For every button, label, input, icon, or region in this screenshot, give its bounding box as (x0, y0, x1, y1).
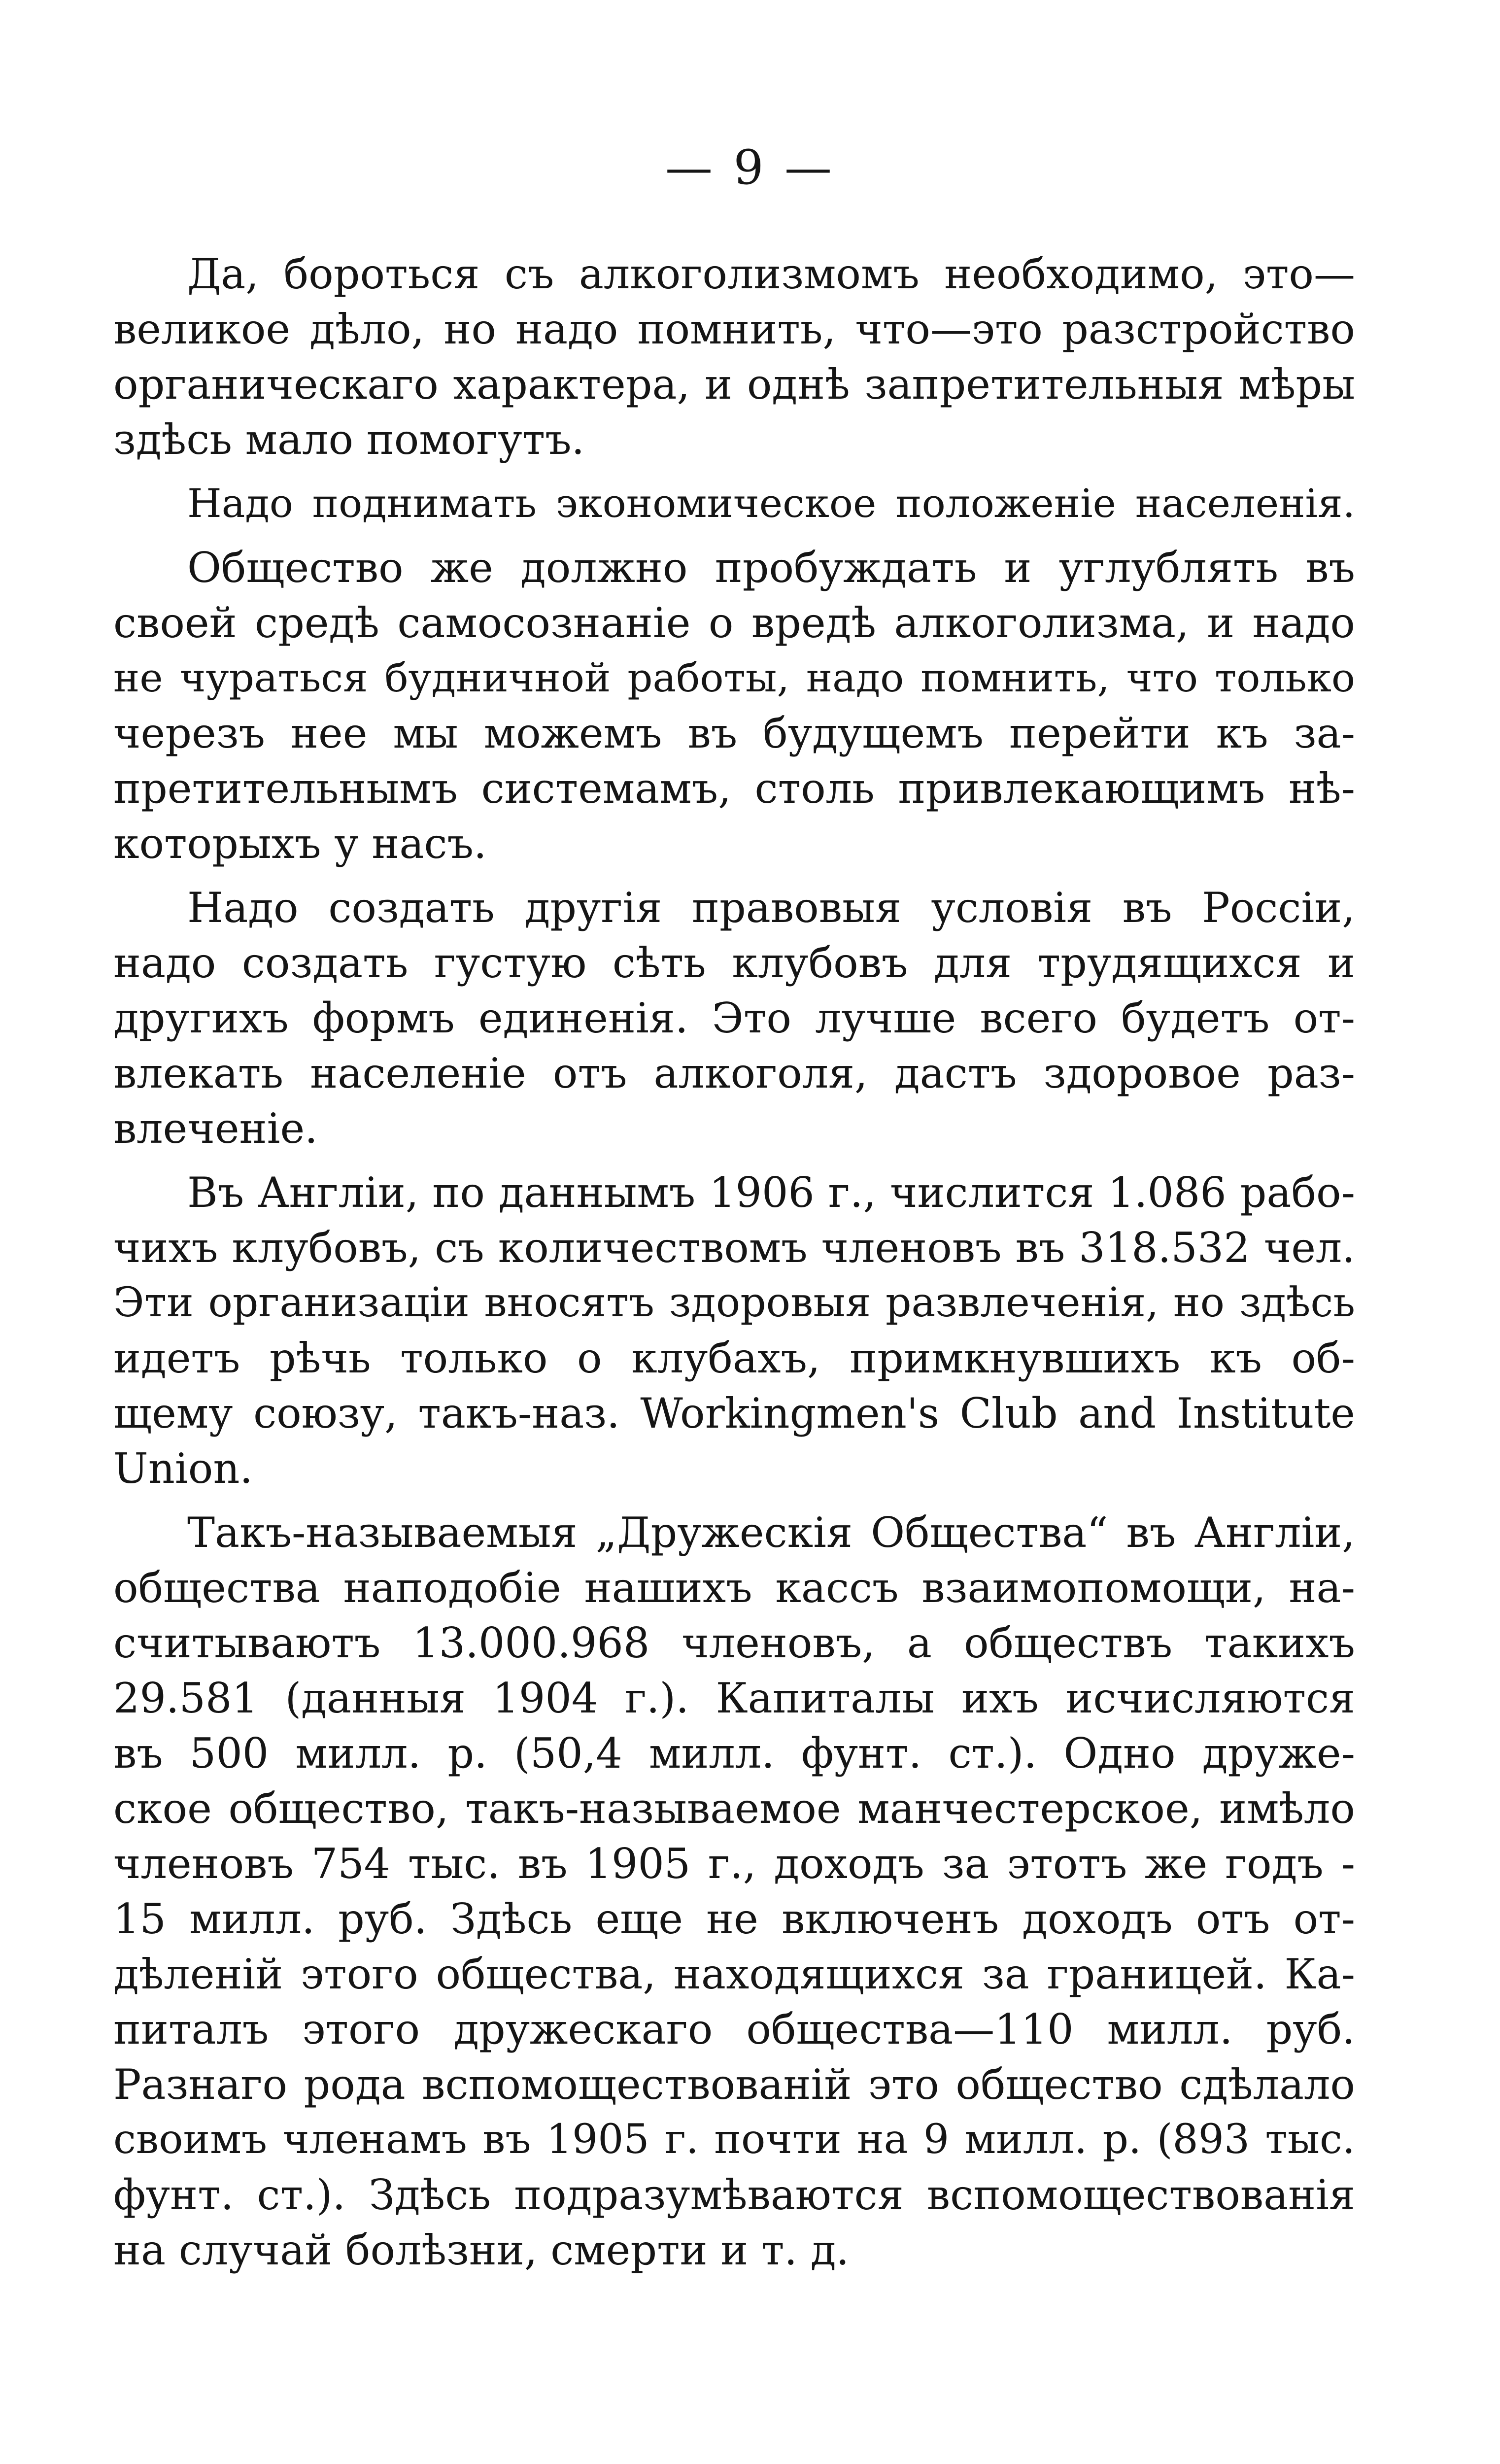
text-line: фунт. ст.). Здѣсь подразумѣваются вспомоществованія (113, 2171, 1355, 2219)
text-line: на случай болѣзни, смерти и т. д. (113, 2226, 850, 2274)
text-line: которыхъ у насъ. (113, 820, 487, 868)
paragraph-3 (113, 540, 1355, 871)
page-number: — 9 — (665, 140, 835, 195)
text-line: своей средѣ самосознаніе о вредѣ алкоголизма, и надо (113, 599, 1355, 647)
text-line: влеченіе. (113, 1104, 318, 1153)
text-line: надо создать густую сѣть клубовъ для трудящихся и (113, 939, 1355, 987)
text-line: Въ Англіи, по даннымъ 1906 г., числится 1.086 рабо- (187, 1168, 1355, 1217)
body-text (113, 246, 1355, 2287)
text-line: общества наподобіе нашихъ кассъ взаимопомощи, на- (113, 1564, 1355, 1612)
text-line: идетъ рѣчь только о клубахъ, примкнувшихъ къ об- (113, 1334, 1355, 1382)
text-line: ское общество, такъ-называемое манчестерское, имѣло (113, 1784, 1355, 1833)
text-line: здѣсь мало помогутъ. (113, 415, 585, 464)
paragraph-1 (113, 246, 1355, 467)
text-line: не чураться будничной работы, надо помнить, что только (113, 655, 1355, 701)
text-line: питалъ этого дружескаго общества—110 милл. руб. (113, 2005, 1355, 2053)
paragraph-2 (113, 476, 1355, 531)
text-line: Разнаго рода вспомоществованій это общество сдѣлало (113, 2060, 1355, 2109)
text-line: щему союзу, такъ-наз. Workingmen's Club and Institute (113, 1389, 1355, 1437)
text-line: влекать населеніе отъ алкоголя, дастъ здоровое раз- (113, 1049, 1355, 1097)
text-line: своимъ членамъ въ 1905 г. почти на 9 милл. р. (893 тыс. (113, 2116, 1355, 2163)
text-line: черезъ нее мы можемъ въ будущемъ перейти къ за- (113, 709, 1355, 757)
text-line: претительнымъ системамъ, столь привлекающимъ нѣ- (113, 764, 1355, 813)
paragraph-6 (113, 1505, 1355, 2278)
text-line: великое дѣло, но надо помнить, что—это разстройство (113, 305, 1355, 353)
text-line: членовъ 754 тыс. въ 1905 г., доходъ за этотъ же годъ - (113, 1840, 1355, 1888)
text-line: Да, бороться съ алкоголизмомъ необходимо, это— (187, 250, 1355, 298)
paragraph-5 (113, 1165, 1355, 1496)
text-line: Эти организаціи вносятъ здоровыя развлеченія, но здѣсь (113, 1279, 1355, 1326)
text-line: 29.581 (данныя 1904 г.). Капиталы ихъ исчисляются (113, 1674, 1355, 1722)
text-line: Такъ-называемыя „Дружескія Общества“ въ Англіи, (187, 1508, 1355, 1557)
text-line: органическаго характера, и однѣ запретительныя мѣры (113, 360, 1355, 409)
text-line: считываютъ 13.000.968 членовъ, а обществъ такихъ (113, 1619, 1355, 1667)
text-line: дѣленій этого общества, находящихся за границей. Ка- (113, 1950, 1355, 1998)
text-line: Общество же должно пробуждать и углублять въ (187, 544, 1355, 592)
text-line: Union. (113, 1444, 253, 1493)
text-line: въ 500 милл. р. (50,4 милл. фунт. ст.). Одно друже- (113, 1729, 1355, 1778)
text-line: чихъ клубовъ, съ количествомъ членовъ въ 318.532 чел. (113, 1224, 1355, 1272)
text-line: Надо создать другія правовыя условія въ Россіи, (187, 884, 1355, 932)
paragraph-4 (113, 880, 1355, 1156)
text-line: другихъ формъ единенія. Это лучше всего будетъ от- (113, 994, 1355, 1042)
text-line: Надо поднимать экономическое положеніе населенія. (187, 480, 1355, 526)
text-line: 15 милл. руб. Здѣсь еще не включенъ доходъ отъ от- (113, 1895, 1355, 1943)
